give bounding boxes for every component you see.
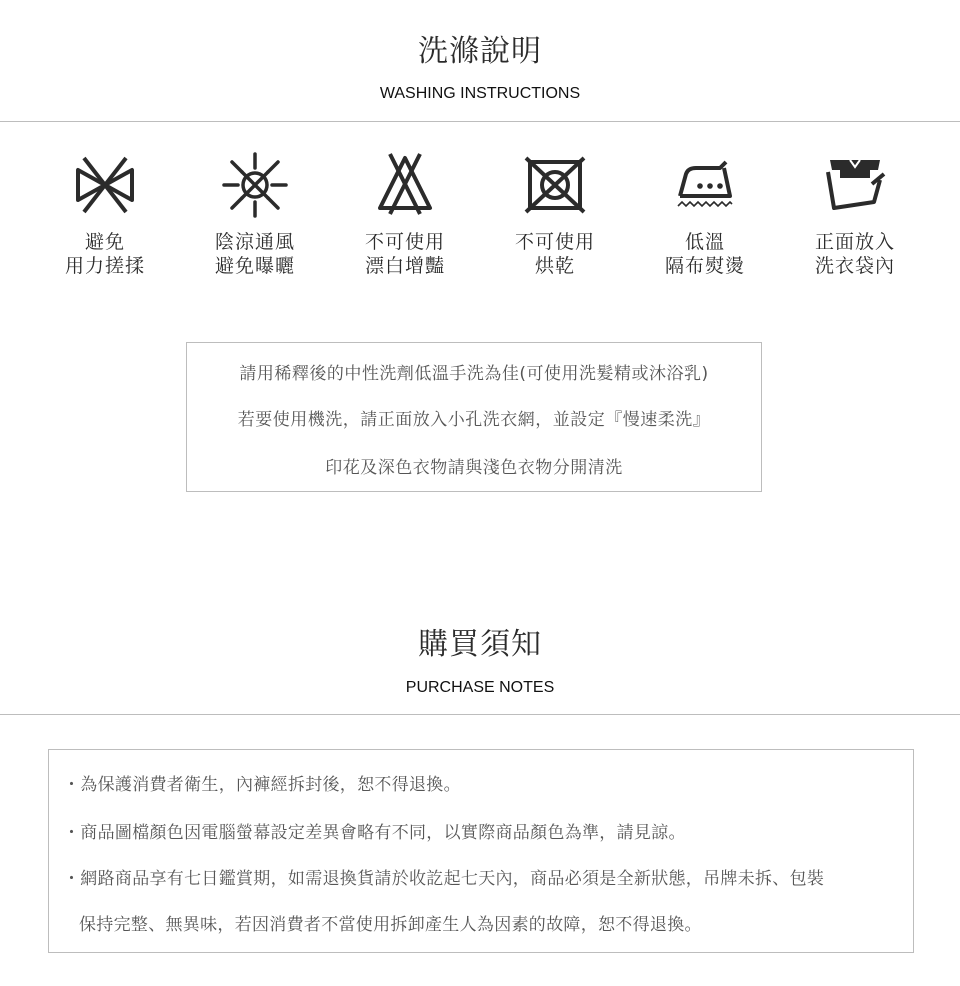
no-sun-dry-shade-icon xyxy=(220,150,290,220)
purchase-note: ・商品圖檔顏色因電腦螢幕設定差異會略有不同，以實際商品顏色為準，請見諒。 xyxy=(63,823,686,843)
care-item-no-tumble-dry xyxy=(480,150,630,278)
care-label xyxy=(480,230,630,278)
care-label xyxy=(180,230,330,278)
care-label-line2: 烘乾 xyxy=(534,255,575,277)
purchase-note: ・網路商品享有七日鑑賞期，如需退換貨請於收訖起七天內，商品必須是全新狀態，吊牌未拆、包裝 xyxy=(63,869,825,889)
no-bleach-icon xyxy=(370,150,440,220)
care-label-line2: 漂白增豔 xyxy=(364,255,445,277)
care-label-line1: 低溫 xyxy=(684,231,725,253)
no-wring-icon xyxy=(70,150,140,220)
purchase-title: 購買須知 xyxy=(418,627,542,662)
care-label-line2: 用力搓揉 xyxy=(64,255,145,277)
washing-instructions-box xyxy=(186,342,762,492)
washing-divider xyxy=(0,121,960,122)
purchase-note: ・為保護消費者衛生，內褲經拆封後，恕不得退換。 xyxy=(63,775,461,795)
care-icons-row xyxy=(30,150,930,290)
care-item-no-bleach xyxy=(330,150,480,278)
care-item-shade-dry xyxy=(180,150,330,278)
care-item-low-iron xyxy=(630,150,780,278)
care-label-line1: 不可使用 xyxy=(514,231,595,253)
washing-title: 洗滌說明 xyxy=(418,34,542,69)
purchase-divider xyxy=(0,714,960,715)
purchase-note-continuation: 保持完整、無異味，若因消費者不當使用拆卸產生人為因素的故障，恕不得退換。 xyxy=(79,915,702,935)
care-label-line2: 避免曝曬 xyxy=(214,255,295,277)
care-label xyxy=(780,230,930,278)
washing-instruction-line: 印花及深色衣物請與淺色衣物分開清洗 xyxy=(325,458,623,478)
care-label xyxy=(630,230,780,278)
laundry-bag-icon xyxy=(820,150,890,220)
care-label xyxy=(330,230,480,278)
washing-instruction-line: 若要使用機洗，請正面放入小孔洗衣網，並設定『慢速柔洗』 xyxy=(237,410,711,430)
care-item-laundry-bag xyxy=(780,150,930,278)
care-label-line1: 避免 xyxy=(84,231,125,253)
purchase-subtitle: PURCHASE NOTES xyxy=(405,679,555,696)
care-label-line2: 隔布熨燙 xyxy=(664,255,745,277)
care-label-line1: 陰涼通風 xyxy=(214,231,295,253)
low-iron-cloth-icon xyxy=(670,150,740,220)
no-tumble-dry-icon xyxy=(520,150,590,220)
washing-instruction-line: 請用稀釋後的中性洗劑低溫手洗為佳(可使用洗髮精或沐浴乳) xyxy=(239,364,709,384)
care-label xyxy=(30,230,180,278)
care-label-line2: 洗衣袋內 xyxy=(814,255,895,277)
washing-subtitle: WASHING INSTRUCTIONS xyxy=(379,85,581,102)
care-label-line1: 正面放入 xyxy=(814,231,895,253)
care-label-line1: 不可使用 xyxy=(364,231,445,253)
purchase-notes-box xyxy=(48,749,914,953)
care-item-no-wring xyxy=(30,150,180,278)
